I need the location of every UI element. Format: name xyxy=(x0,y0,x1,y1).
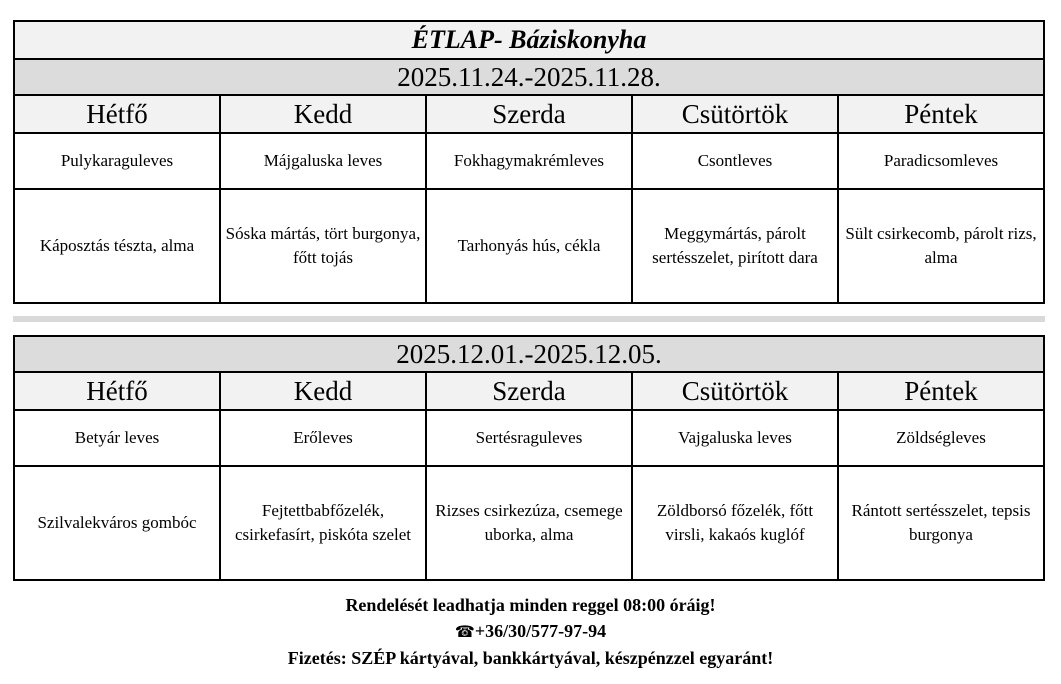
day-header-monday: Hétfő xyxy=(14,95,220,133)
day-header-wednesday: Szerda xyxy=(426,95,632,133)
section-divider xyxy=(13,316,1045,322)
phone-number: +36/30/577-97-94 xyxy=(474,621,607,641)
day-header-tuesday: Kedd xyxy=(220,95,426,133)
day-header-friday: Péntek xyxy=(838,372,1044,410)
main-course-monday: Szilvalekváros gombóc xyxy=(14,466,220,580)
main-course-friday: Sült csirkecomb, párolt rizs, alma xyxy=(838,189,1044,303)
menu-title: ÉTLAP- Báziskonyha xyxy=(14,21,1044,59)
order-deadline-note: Rendelését leadhatja minden reggel 08:00 óráig! xyxy=(345,595,716,615)
soup-wednesday: Sertésraguleves xyxy=(426,410,632,466)
soup-thursday: Csontleves xyxy=(632,133,838,189)
menu-table-week-1 xyxy=(13,20,1045,304)
order-info-footer xyxy=(0,592,1061,671)
menu-table-week-2 xyxy=(13,335,1045,581)
week-1-date-range: 2025.11.24.-2025.11.28. xyxy=(14,59,1044,95)
soup-wednesday: Fokhagymakrémleves xyxy=(426,133,632,189)
main-course-friday: Rántott sertésszelet, tepsis burgonya xyxy=(838,466,1044,580)
day-header-wednesday: Szerda xyxy=(426,372,632,410)
main-course-wednesday: Rizses csirkezúza, csemege uborka, alma xyxy=(426,466,632,580)
day-header-monday: Hétfő xyxy=(14,372,220,410)
soup-thursday: Vajgaluska leves xyxy=(632,410,838,466)
telephone-icon: ☎ xyxy=(454,622,475,641)
payment-methods: Fizetés: SZÉP kártyával, bankkártyával, készpénzzel egyaránt! xyxy=(287,648,774,668)
day-header-friday: Péntek xyxy=(838,95,1044,133)
day-header-thursday: Csütörtök xyxy=(632,95,838,133)
main-course-wednesday: Tarhonyás hús, cékla xyxy=(426,189,632,303)
soup-friday: Zöldségleves xyxy=(838,410,1044,466)
main-course-tuesday: Fejtettbabfőzelék, csirkefasírt, piskóta szelet xyxy=(220,466,426,580)
main-course-thursday: Zöldborsó főzelék, főtt virsli, kakaós kuglóf xyxy=(632,466,838,580)
soup-friday: Paradicsomleves xyxy=(838,133,1044,189)
main-course-monday: Káposztás tészta, alma xyxy=(14,189,220,303)
phone-line xyxy=(0,618,1061,645)
day-header-tuesday: Kedd xyxy=(220,372,426,410)
soup-tuesday: Erőleves xyxy=(220,410,426,466)
soup-monday: Betyár leves xyxy=(14,410,220,466)
week-2-date-range: 2025.12.01.-2025.12.05. xyxy=(14,336,1044,372)
main-course-tuesday: Sóska mártás, tört burgonya, főtt tojás xyxy=(220,189,426,303)
soup-monday: Pulykaraguleves xyxy=(14,133,220,189)
day-header-thursday: Csütörtök xyxy=(632,372,838,410)
main-course-thursday: Meggymártás, párolt sertésszelet, pirított dara xyxy=(632,189,838,303)
soup-tuesday: Májgaluska leves xyxy=(220,133,426,189)
